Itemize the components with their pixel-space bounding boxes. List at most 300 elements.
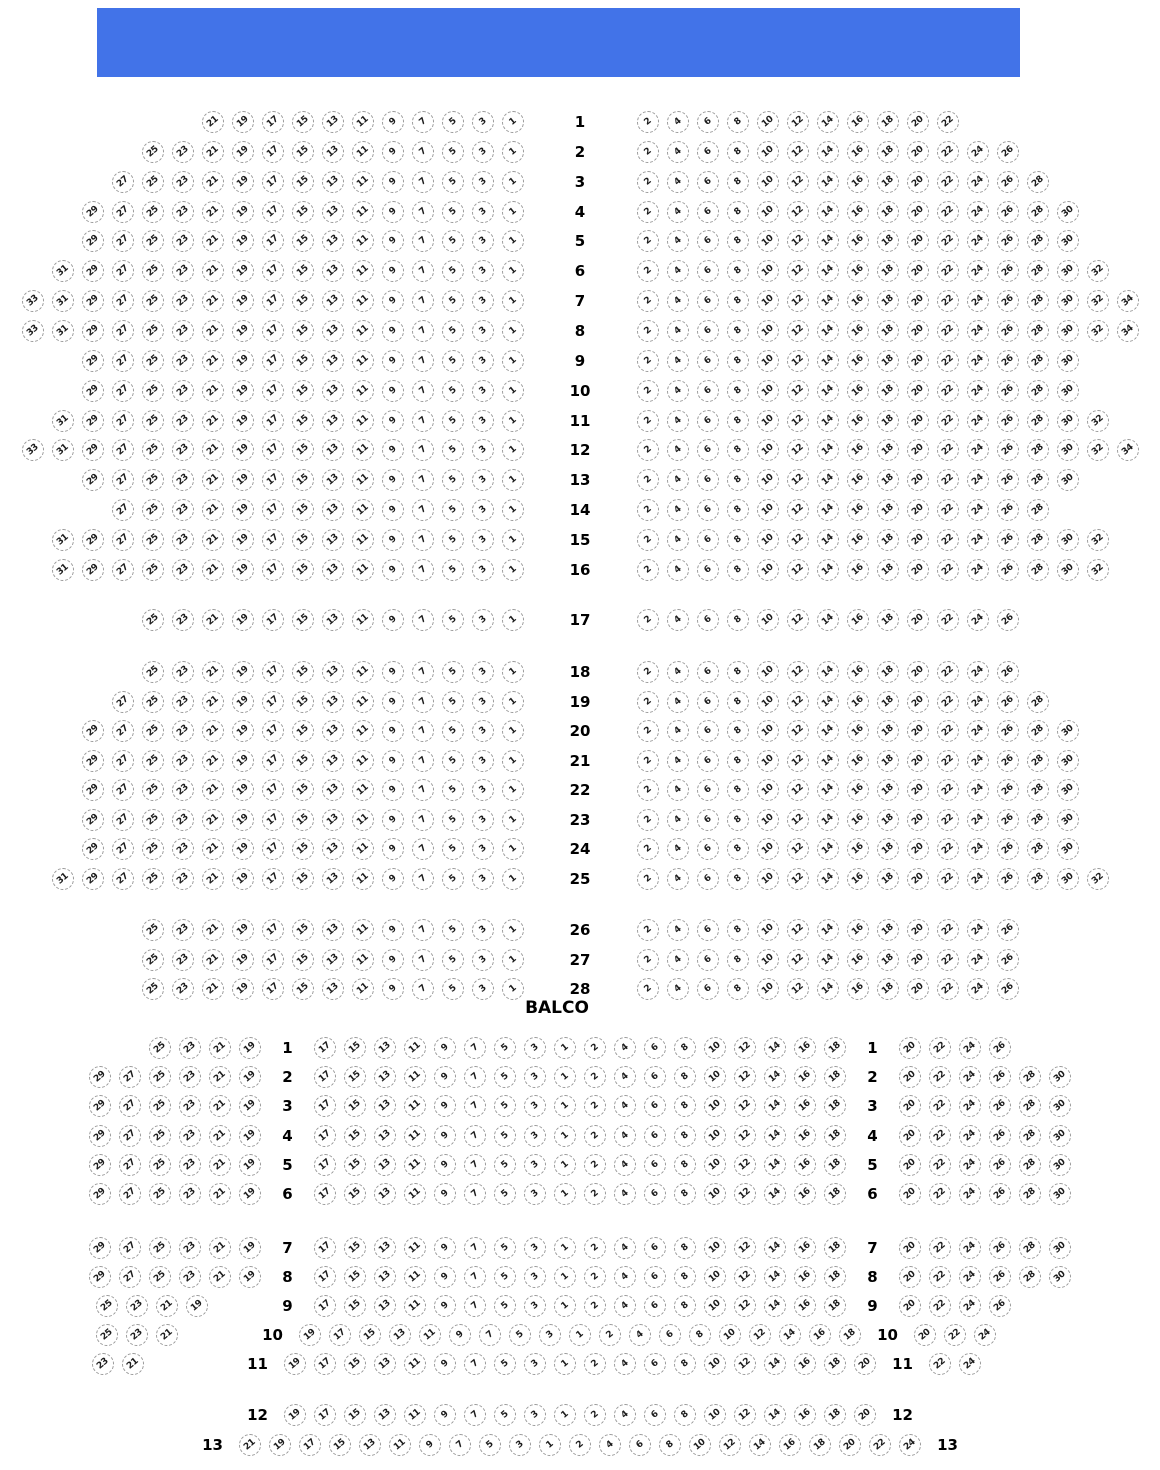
seat[interactable]: [322, 439, 344, 461]
seat[interactable]: [787, 609, 809, 631]
seat[interactable]: [202, 380, 224, 402]
seat[interactable]: [1049, 1066, 1071, 1088]
seat[interactable]: [524, 1066, 546, 1088]
seat[interactable]: [667, 809, 689, 831]
seat[interactable]: [644, 1037, 666, 1059]
seat[interactable]: [112, 779, 134, 801]
seat[interactable]: [869, 1434, 891, 1456]
seat[interactable]: [989, 1037, 1011, 1059]
seat[interactable]: [382, 978, 404, 1000]
seat[interactable]: [637, 499, 659, 521]
seat[interactable]: [389, 1434, 411, 1456]
seat[interactable]: [614, 1037, 636, 1059]
seat[interactable]: [382, 661, 404, 683]
seat[interactable]: [239, 1037, 261, 1059]
seat[interactable]: [119, 1183, 141, 1205]
seat[interactable]: [757, 559, 779, 581]
seat[interactable]: [472, 720, 494, 742]
seat[interactable]: [442, 868, 464, 890]
seat[interactable]: [787, 750, 809, 772]
seat[interactable]: [757, 171, 779, 193]
seat[interactable]: [877, 320, 899, 342]
seat[interactable]: [847, 260, 869, 282]
seat[interactable]: [202, 410, 224, 432]
seat[interactable]: [727, 499, 749, 521]
seat[interactable]: [232, 350, 254, 372]
seat[interactable]: [614, 1183, 636, 1205]
seat[interactable]: [787, 141, 809, 163]
seat[interactable]: [284, 1353, 306, 1375]
seat[interactable]: [262, 919, 284, 941]
seat[interactable]: [787, 410, 809, 432]
seat[interactable]: [877, 499, 899, 521]
seat[interactable]: [172, 691, 194, 713]
seat[interactable]: [997, 720, 1019, 742]
seat[interactable]: [142, 141, 164, 163]
seat[interactable]: [877, 439, 899, 461]
seat[interactable]: [1027, 750, 1049, 772]
seat[interactable]: [299, 1324, 321, 1346]
seat[interactable]: [442, 320, 464, 342]
seat[interactable]: [434, 1353, 456, 1375]
seat[interactable]: [907, 410, 929, 432]
seat[interactable]: [149, 1154, 171, 1176]
seat[interactable]: [352, 320, 374, 342]
seat[interactable]: [697, 809, 719, 831]
seat[interactable]: [727, 171, 749, 193]
seat[interactable]: [149, 1237, 171, 1259]
seat[interactable]: [352, 720, 374, 742]
seat[interactable]: [292, 720, 314, 742]
seat[interactable]: [794, 1037, 816, 1059]
seat[interactable]: [52, 320, 74, 342]
seat[interactable]: [464, 1237, 486, 1259]
seat[interactable]: [502, 141, 524, 163]
seat[interactable]: [1057, 410, 1079, 432]
seat[interactable]: [419, 1324, 441, 1346]
seat[interactable]: [1057, 750, 1079, 772]
seat[interactable]: [667, 750, 689, 772]
seat[interactable]: [764, 1037, 786, 1059]
seat[interactable]: [637, 838, 659, 860]
seat[interactable]: [727, 201, 749, 223]
seat[interactable]: [1027, 230, 1049, 252]
seat[interactable]: [1087, 320, 1109, 342]
seat[interactable]: [727, 439, 749, 461]
seat[interactable]: [314, 1037, 336, 1059]
seat[interactable]: [404, 1095, 426, 1117]
seat[interactable]: [322, 410, 344, 432]
seat[interactable]: [1019, 1237, 1041, 1259]
seat[interactable]: [322, 949, 344, 971]
seat[interactable]: [502, 809, 524, 831]
seat[interactable]: [929, 1066, 951, 1088]
seat[interactable]: [817, 838, 839, 860]
seat[interactable]: [494, 1266, 516, 1288]
seat[interactable]: [442, 230, 464, 252]
seat[interactable]: [817, 919, 839, 941]
seat[interactable]: [667, 171, 689, 193]
seat[interactable]: [637, 868, 659, 890]
seat[interactable]: [937, 720, 959, 742]
seat[interactable]: [382, 779, 404, 801]
seat[interactable]: [1049, 1237, 1071, 1259]
seat[interactable]: [1087, 290, 1109, 312]
seat[interactable]: [524, 1404, 546, 1426]
seat[interactable]: [847, 499, 869, 521]
seat[interactable]: [352, 201, 374, 223]
seat[interactable]: [464, 1353, 486, 1375]
seat[interactable]: [262, 868, 284, 890]
seat[interactable]: [847, 750, 869, 772]
seat[interactable]: [494, 1404, 516, 1426]
seat[interactable]: [1019, 1066, 1041, 1088]
seat[interactable]: [172, 720, 194, 742]
seat[interactable]: [382, 838, 404, 860]
seat[interactable]: [727, 661, 749, 683]
seat[interactable]: [412, 171, 434, 193]
seat[interactable]: [442, 919, 464, 941]
seat[interactable]: [112, 868, 134, 890]
seat[interactable]: [937, 868, 959, 890]
seat[interactable]: [757, 779, 779, 801]
seat[interactable]: [764, 1237, 786, 1259]
seat[interactable]: [82, 720, 104, 742]
seat[interactable]: [554, 1237, 576, 1259]
seat[interactable]: [172, 809, 194, 831]
seat[interactable]: [232, 141, 254, 163]
seat[interactable]: [524, 1266, 546, 1288]
seat[interactable]: [112, 290, 134, 312]
seat[interactable]: [472, 410, 494, 432]
seat[interactable]: [472, 290, 494, 312]
seat[interactable]: [997, 609, 1019, 631]
seat[interactable]: [937, 661, 959, 683]
seat[interactable]: [637, 469, 659, 491]
seat[interactable]: [757, 350, 779, 372]
seat[interactable]: [502, 410, 524, 432]
seat[interactable]: [727, 141, 749, 163]
seat[interactable]: [209, 1237, 231, 1259]
seat[interactable]: [359, 1324, 381, 1346]
seat[interactable]: [209, 1266, 231, 1288]
seat[interactable]: [637, 779, 659, 801]
seat[interactable]: [322, 720, 344, 742]
seat[interactable]: [112, 691, 134, 713]
seat[interactable]: [959, 1037, 981, 1059]
seat[interactable]: [937, 171, 959, 193]
seat[interactable]: [82, 201, 104, 223]
seat[interactable]: [697, 171, 719, 193]
seat[interactable]: [569, 1434, 591, 1456]
seat[interactable]: [997, 750, 1019, 772]
seat[interactable]: [524, 1237, 546, 1259]
seat[interactable]: [202, 919, 224, 941]
seat[interactable]: [382, 609, 404, 631]
seat[interactable]: [172, 439, 194, 461]
seat[interactable]: [232, 809, 254, 831]
seat[interactable]: [599, 1434, 621, 1456]
seat[interactable]: [112, 529, 134, 551]
seat[interactable]: [727, 978, 749, 1000]
seat[interactable]: [119, 1095, 141, 1117]
seat[interactable]: [817, 868, 839, 890]
seat[interactable]: [142, 350, 164, 372]
seat[interactable]: [997, 201, 1019, 223]
seat[interactable]: [817, 439, 839, 461]
seat[interactable]: [787, 809, 809, 831]
seat[interactable]: [374, 1095, 396, 1117]
seat[interactable]: [322, 868, 344, 890]
seat[interactable]: [704, 1237, 726, 1259]
seat[interactable]: [292, 868, 314, 890]
seat[interactable]: [172, 949, 194, 971]
seat[interactable]: [202, 111, 224, 133]
seat[interactable]: [637, 978, 659, 1000]
seat[interactable]: [847, 380, 869, 402]
seat[interactable]: [967, 559, 989, 581]
seat[interactable]: [674, 1095, 696, 1117]
seat[interactable]: [794, 1154, 816, 1176]
seat[interactable]: [1057, 201, 1079, 223]
seat[interactable]: [142, 750, 164, 772]
seat[interactable]: [967, 809, 989, 831]
seat[interactable]: [667, 290, 689, 312]
seat[interactable]: [172, 290, 194, 312]
seat[interactable]: [202, 779, 224, 801]
seat[interactable]: [149, 1183, 171, 1205]
seat[interactable]: [344, 1295, 366, 1317]
seat[interactable]: [637, 720, 659, 742]
seat[interactable]: [667, 111, 689, 133]
seat[interactable]: [817, 609, 839, 631]
seat[interactable]: [824, 1037, 846, 1059]
seat[interactable]: [877, 201, 899, 223]
seat[interactable]: [464, 1066, 486, 1088]
seat[interactable]: [374, 1295, 396, 1317]
seat[interactable]: [997, 809, 1019, 831]
seat[interactable]: [502, 750, 524, 772]
seat[interactable]: [314, 1125, 336, 1147]
seat[interactable]: [352, 868, 374, 890]
seat[interactable]: [239, 1434, 261, 1456]
seat[interactable]: [637, 201, 659, 223]
seat[interactable]: [202, 201, 224, 223]
seat[interactable]: [967, 141, 989, 163]
seat[interactable]: [644, 1353, 666, 1375]
seat[interactable]: [464, 1095, 486, 1117]
seat[interactable]: [907, 919, 929, 941]
seat[interactable]: [434, 1095, 456, 1117]
seat[interactable]: [764, 1066, 786, 1088]
seat[interactable]: [674, 1237, 696, 1259]
seat[interactable]: [179, 1125, 201, 1147]
seat[interactable]: [322, 350, 344, 372]
seat[interactable]: [292, 260, 314, 282]
seat[interactable]: [937, 290, 959, 312]
seat[interactable]: [554, 1154, 576, 1176]
seat[interactable]: [907, 350, 929, 372]
seat[interactable]: [757, 868, 779, 890]
seat[interactable]: [1087, 439, 1109, 461]
seat[interactable]: [787, 290, 809, 312]
seat[interactable]: [1049, 1095, 1071, 1117]
seat[interactable]: [877, 919, 899, 941]
seat[interactable]: [142, 809, 164, 831]
seat[interactable]: [434, 1266, 456, 1288]
seat[interactable]: [52, 260, 74, 282]
seat[interactable]: [734, 1404, 756, 1426]
seat[interactable]: [472, 171, 494, 193]
seat[interactable]: [464, 1266, 486, 1288]
seat[interactable]: [502, 499, 524, 521]
seat[interactable]: [314, 1095, 336, 1117]
seat[interactable]: [967, 201, 989, 223]
seat[interactable]: [142, 499, 164, 521]
seat[interactable]: [937, 410, 959, 432]
seat[interactable]: [554, 1037, 576, 1059]
seat[interactable]: [697, 410, 719, 432]
seat[interactable]: [172, 410, 194, 432]
seat[interactable]: [156, 1295, 178, 1317]
seat[interactable]: [179, 1183, 201, 1205]
seat[interactable]: [1027, 529, 1049, 551]
seat[interactable]: [899, 1125, 921, 1147]
seat[interactable]: [172, 750, 194, 772]
seat[interactable]: [82, 809, 104, 831]
seat[interactable]: [599, 1324, 621, 1346]
seat[interactable]: [262, 171, 284, 193]
seat[interactable]: [794, 1095, 816, 1117]
seat[interactable]: [262, 529, 284, 551]
seat[interactable]: [877, 809, 899, 831]
seat[interactable]: [937, 949, 959, 971]
seat[interactable]: [209, 1154, 231, 1176]
seat[interactable]: [1057, 380, 1079, 402]
seat[interactable]: [907, 469, 929, 491]
seat[interactable]: [877, 469, 899, 491]
seat[interactable]: [502, 111, 524, 133]
seat[interactable]: [314, 1237, 336, 1259]
seat[interactable]: [757, 469, 779, 491]
seat[interactable]: [727, 529, 749, 551]
seat[interactable]: [494, 1066, 516, 1088]
seat[interactable]: [442, 559, 464, 581]
seat[interactable]: [149, 1037, 171, 1059]
seat[interactable]: [112, 499, 134, 521]
seat[interactable]: [787, 469, 809, 491]
seat[interactable]: [434, 1125, 456, 1147]
seat[interactable]: [1087, 410, 1109, 432]
seat[interactable]: [1049, 1183, 1071, 1205]
seat[interactable]: [412, 439, 434, 461]
seat[interactable]: [202, 609, 224, 631]
seat[interactable]: [202, 439, 224, 461]
seat[interactable]: [322, 380, 344, 402]
seat[interactable]: [112, 559, 134, 581]
seat[interactable]: [442, 978, 464, 1000]
seat[interactable]: [937, 919, 959, 941]
seat[interactable]: [944, 1324, 966, 1346]
seat[interactable]: [959, 1295, 981, 1317]
seat[interactable]: [442, 469, 464, 491]
seat[interactable]: [202, 750, 224, 772]
seat[interactable]: [989, 1125, 1011, 1147]
seat[interactable]: [412, 201, 434, 223]
seat[interactable]: [382, 949, 404, 971]
seat[interactable]: [314, 1295, 336, 1317]
seat[interactable]: [734, 1237, 756, 1259]
seat[interactable]: [644, 1095, 666, 1117]
seat[interactable]: [502, 720, 524, 742]
seat[interactable]: [727, 720, 749, 742]
seat[interactable]: [967, 978, 989, 1000]
seat[interactable]: [202, 260, 224, 282]
seat[interactable]: [937, 779, 959, 801]
seat[interactable]: [817, 499, 839, 521]
seat[interactable]: [89, 1154, 111, 1176]
seat[interactable]: [847, 868, 869, 890]
seat[interactable]: [232, 410, 254, 432]
seat[interactable]: [764, 1125, 786, 1147]
seat[interactable]: [877, 661, 899, 683]
seat[interactable]: [727, 949, 749, 971]
seat[interactable]: [202, 691, 224, 713]
seat[interactable]: [907, 260, 929, 282]
seat[interactable]: [727, 410, 749, 432]
seat[interactable]: [697, 439, 719, 461]
seat[interactable]: [382, 809, 404, 831]
seat[interactable]: [899, 1434, 921, 1456]
seat[interactable]: [817, 978, 839, 1000]
seat[interactable]: [997, 559, 1019, 581]
seat[interactable]: [697, 469, 719, 491]
seat[interactable]: [434, 1295, 456, 1317]
seat[interactable]: [824, 1095, 846, 1117]
seat[interactable]: [704, 1125, 726, 1147]
seat[interactable]: [817, 290, 839, 312]
seat[interactable]: [554, 1066, 576, 1088]
seat[interactable]: [22, 290, 44, 312]
seat[interactable]: [907, 499, 929, 521]
seat[interactable]: [524, 1295, 546, 1317]
seat[interactable]: [614, 1266, 636, 1288]
seat[interactable]: [374, 1353, 396, 1375]
seat[interactable]: [847, 410, 869, 432]
seat[interactable]: [757, 439, 779, 461]
seat[interactable]: [727, 290, 749, 312]
seat[interactable]: [787, 171, 809, 193]
seat[interactable]: [344, 1066, 366, 1088]
seat[interactable]: [502, 320, 524, 342]
seat[interactable]: [899, 1037, 921, 1059]
seat[interactable]: [847, 230, 869, 252]
seat[interactable]: [112, 469, 134, 491]
seat[interactable]: [989, 1266, 1011, 1288]
seat[interactable]: [412, 141, 434, 163]
seat[interactable]: [202, 350, 224, 372]
seat[interactable]: [82, 750, 104, 772]
seat[interactable]: [937, 809, 959, 831]
seat[interactable]: [202, 290, 224, 312]
seat[interactable]: [1057, 838, 1079, 860]
seat[interactable]: [232, 838, 254, 860]
seat[interactable]: [637, 230, 659, 252]
seat[interactable]: [209, 1066, 231, 1088]
seat[interactable]: [382, 469, 404, 491]
seat[interactable]: [96, 1324, 118, 1346]
seat[interactable]: [374, 1266, 396, 1288]
